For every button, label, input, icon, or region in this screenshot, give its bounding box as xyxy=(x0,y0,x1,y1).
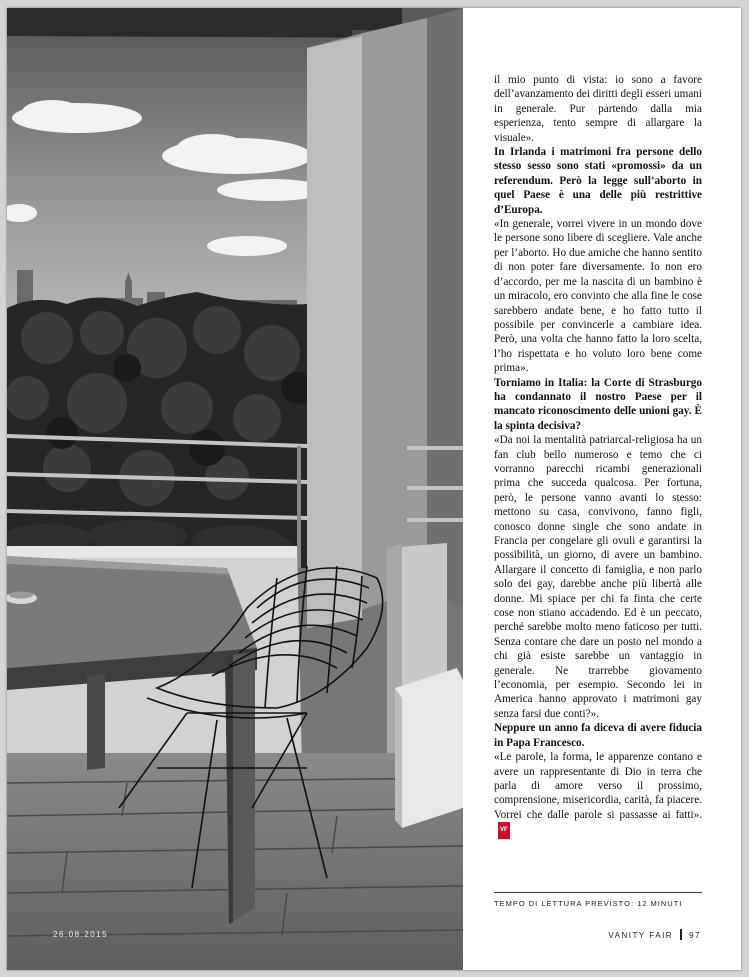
divider xyxy=(494,892,702,893)
issue-date: 26.08.2015 xyxy=(53,930,109,939)
end-mark-icon: VF xyxy=(498,822,510,838)
answer-text: «Le parole, la forma, le apparenze contano e avere un rappresentante di Dio in terra che parla di amore verso il prossimo, comprensione, misericordia, carità, fa piacere. Vorrei che dalle parole si passasse ai fatti». xyxy=(494,751,702,821)
question-paragraph: In Irlanda i matrimoni fra persone dello stesso sesso sono stati «promossi» da un referendum. Però la legge sull’aborto in quel Paese è una delle più restrittive d’Europa. xyxy=(494,146,702,216)
magazine-name: VANITY FAIR xyxy=(608,931,674,940)
reading-time: TEMPO DI LETTURA PREVISTO: 12 MINUTI xyxy=(494,899,683,908)
page-footer xyxy=(608,929,701,940)
terrace-photo xyxy=(7,8,463,970)
article-column xyxy=(494,73,702,839)
answer-paragraph: il mio punto di vista: io sono a favore dell’avanzamento dei diritti degli esseri umani in generale. Pur partendo dalla mia esperienza, tento sempre di allargare la visuale». xyxy=(494,74,702,144)
magazine-page xyxy=(7,8,741,970)
answer-paragraph: «In generale, vorrei vivere in un mondo dove le persone sono libere di scegliere. Vale anche per l’aborto. Ho due amiche che hanno sentito di non poter fare diversamente. Io non ero d’accordo, per me la nascita di un bambino è un miracolo, ero convinto che alla fine le cose sarebbero andate bene, e ho fatto tutto il possibile per convincerle a cambiare idea. Però, una volta che hanno fatto la loro scelta, l’ho rispettata e ho voluto loro bene come prima». xyxy=(494,218,702,375)
question-paragraph: Neppure un anno fa diceva di avere fiducia in Papa Francesco. xyxy=(494,722,702,749)
answer-paragraph: «Da noi la mentalità patriarcal-religiosa ha un fan club bello numeroso e temo che ci vorranno parecchi ricambi generazionali prima che succeda qualcosa. Per fortuna, però, le persone vanno avanti lo stesso: mettono su casa, convivono, fanno figli, conosco donne single che sono andate in Francia per congelare gli ovuli e garantirsi la possibilità, un giorno, di avere un bambino. Allargare il concetto di famiglia, e non parlo solo dei gay, darebbe anche più libertà alle donne. Mi spiace per chi fa finta che certe cose non stiano accadendo. Ed è un peccato, perché sarebbe molto meno faticoso per tutti. Senza contare che dare un posto nel mondo a chi già esiste sarebbe un vantaggio in generale. Ne trarrebbe giovamento l’economia, per esempio. Secondo lei in America hanno approvato i matrimoni gay senza farsi due conti?». xyxy=(494,434,702,720)
page-number: 97 xyxy=(689,931,701,940)
final-answer-paragraph xyxy=(494,750,702,838)
footer-separator xyxy=(680,929,682,940)
question-paragraph: Torniamo in Italia: la Corte di Strasburgo ha condannato il nostro Paese per il mancato riconoscimento delle unioni gay. È la spinta decisiva? xyxy=(494,376,702,432)
